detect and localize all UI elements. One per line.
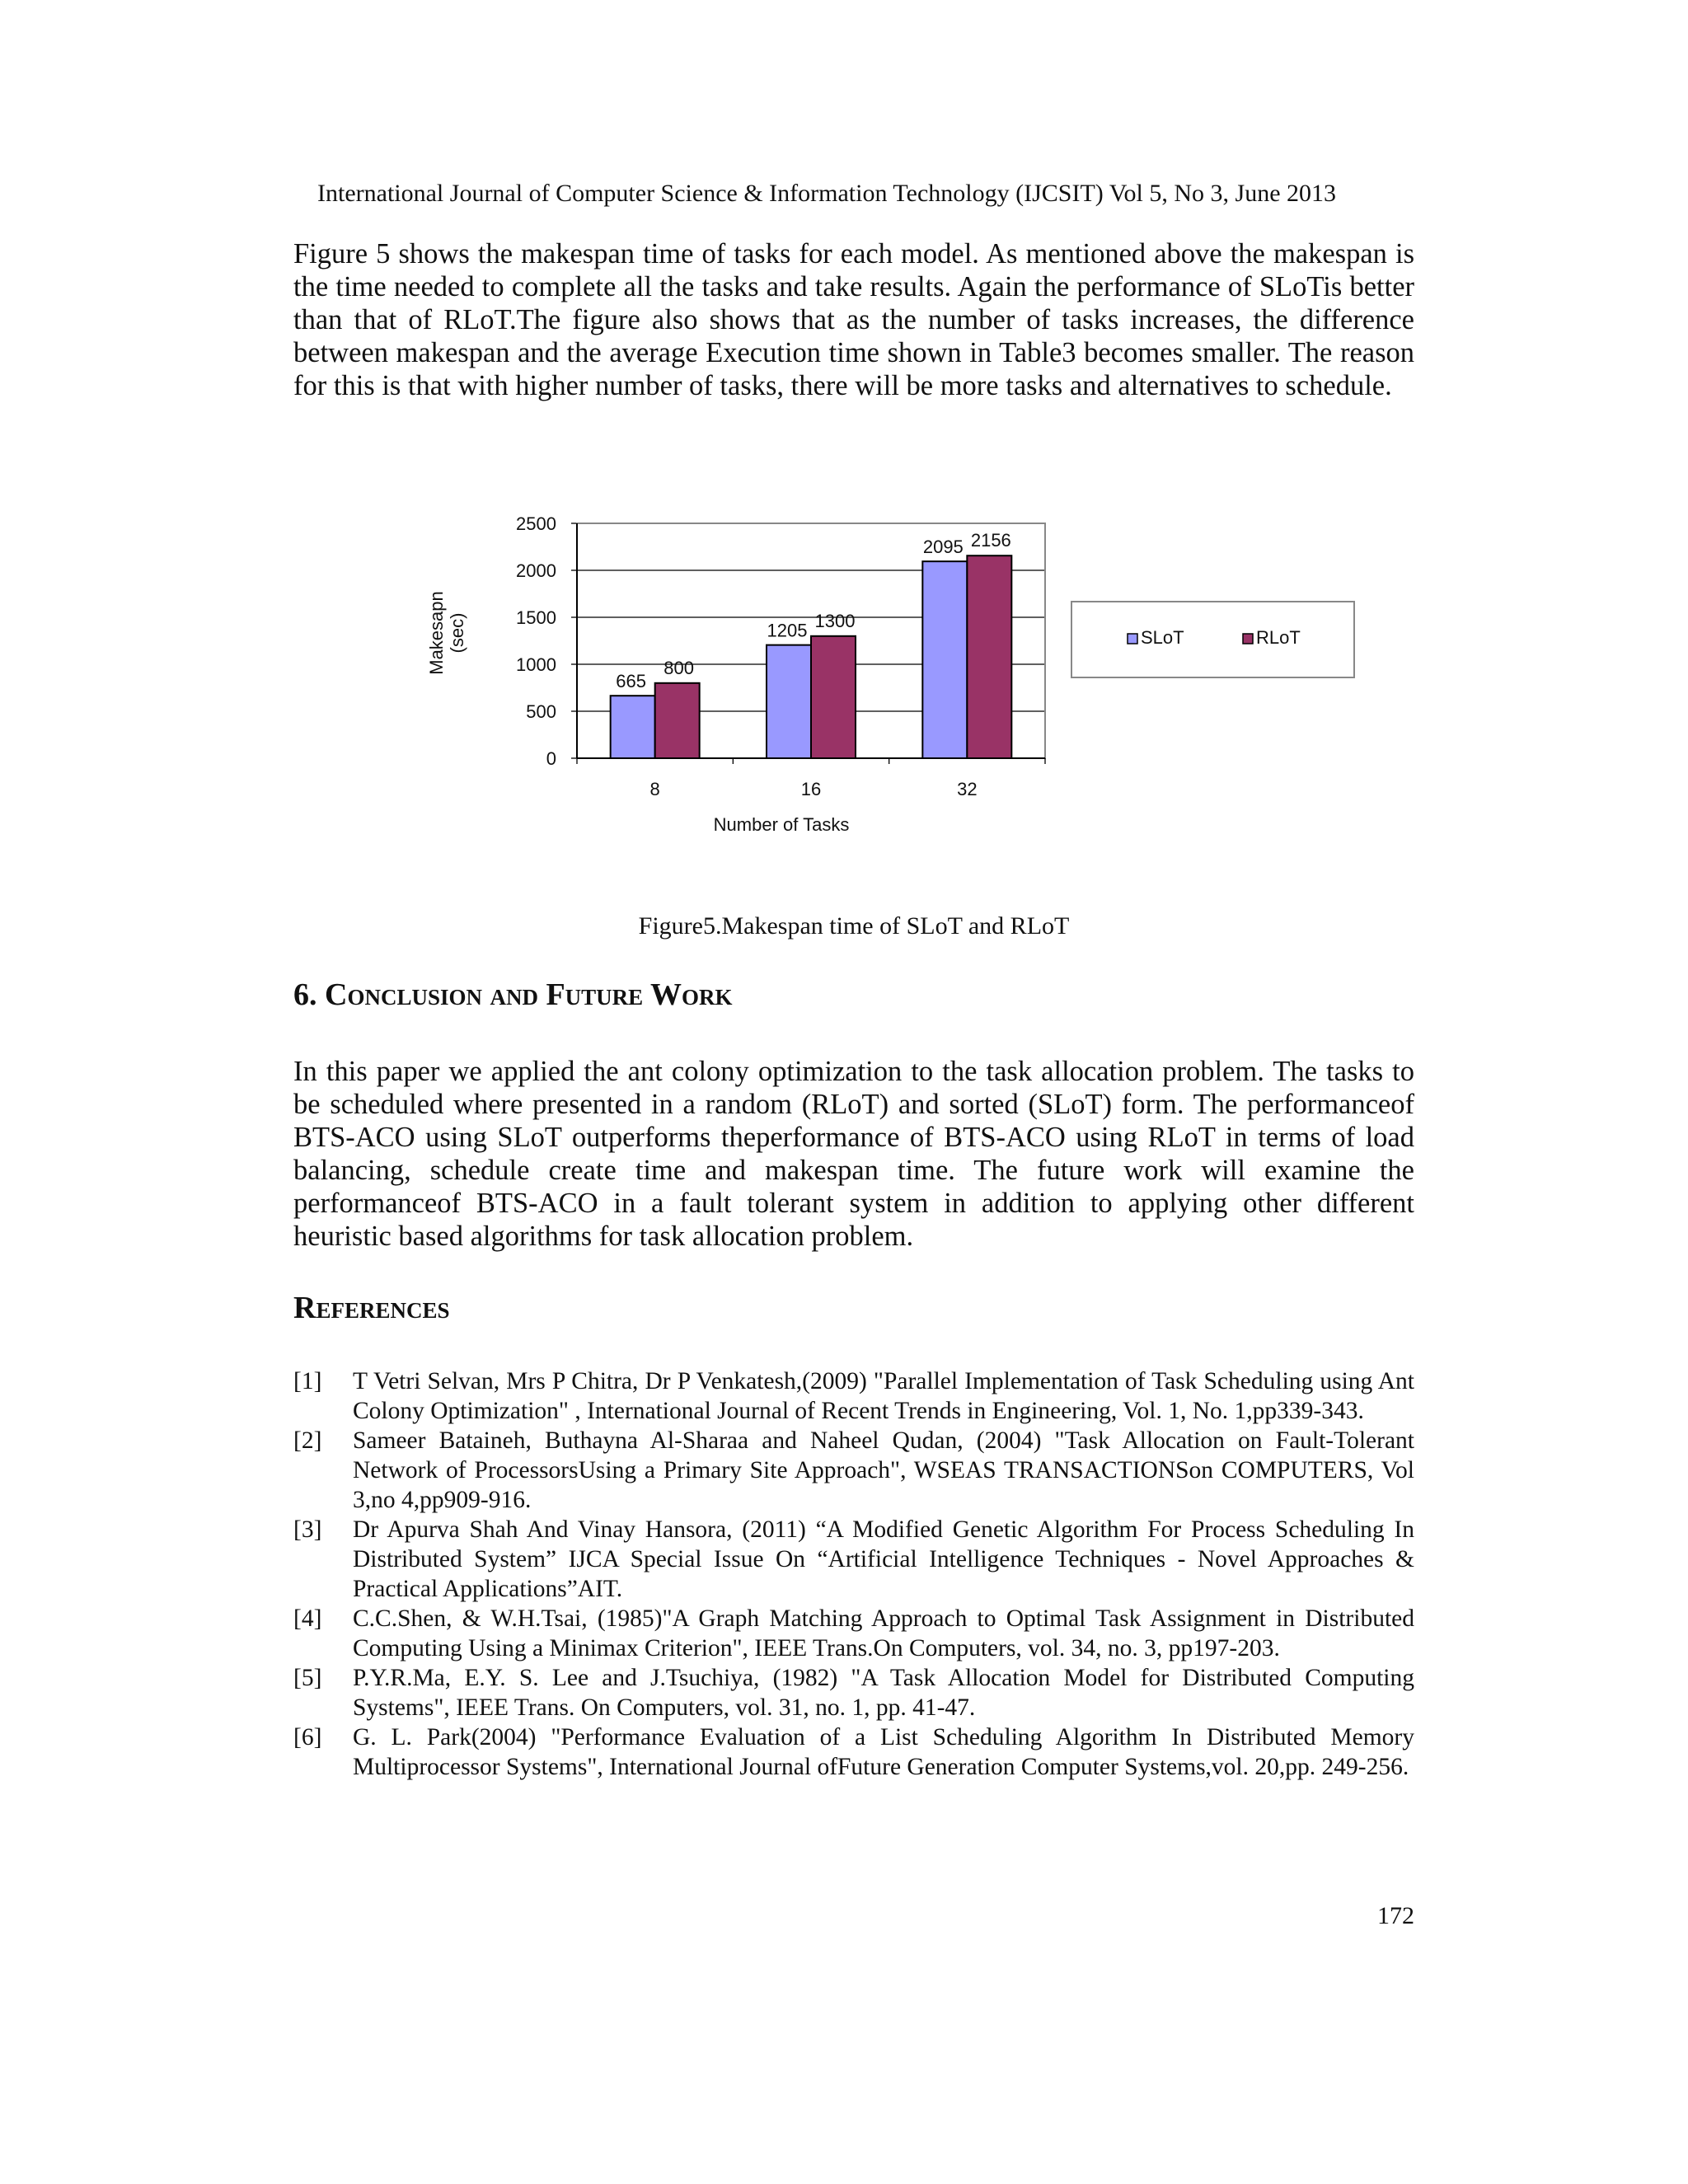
chart-bar-slot (767, 645, 811, 758)
chart-bar-slot (611, 696, 655, 758)
reference-item (293, 1663, 1414, 1722)
reference-text: Dr Apurva Shah And Vinay Hansora, (2011) “A Modified Genetic Algorithm For Process Scheduling In Distributed System” IJCA Special Issue On “Artificial Intelligence Techniques - Novel Approaches & Practical Applications”AIT. (353, 1516, 1414, 1602)
chart-y-tick-label: 2000 (516, 560, 556, 581)
conclusion-paragraph: In this paper we applied the ant colony optimization to the task allocation problem. The tasks to be scheduled where presented in a random (RLoT) and sorted (SLoT) form. The performanceof BTS-ACO using SLoT outperforms theperformance of BTS-ACO using RLoT in terms of load balancing, schedule create time and makespan time. The future work will examine the performanceof BTS-ACO in a fault tolerant system in addition to applying other different heuristic based algorithms for task allocation problem. (293, 1056, 1414, 1252)
makespan-chart (412, 494, 1401, 857)
reference-list (293, 1366, 1414, 1782)
reference-number: [6] (293, 1724, 322, 1750)
reference-text: P.Y.R.Ma, E.Y. S. Lee and J.Tsuchiya, (1982) "A Task Allocation Model for Distributed Computing Systems", IEEE Trans. On Computers, vol. 31, no. 1, pp. 41-47. (353, 1665, 1414, 1721)
legend-swatch-rlot (1243, 634, 1253, 644)
reference-item (293, 1426, 1414, 1515)
chart-x-axis-label: Number of Tasks (713, 814, 850, 835)
chart-bar-slot (922, 561, 967, 758)
legend-label-rlot: RLoT (1256, 627, 1301, 648)
reference-number: [3] (293, 1516, 322, 1543)
conclusion-heading (293, 977, 733, 1013)
chart-x-tick-label: 16 (800, 779, 822, 799)
chart-data-label: 2095 (922, 537, 964, 558)
chart-legend (1071, 602, 1354, 677)
reference-number: [1] (293, 1368, 322, 1394)
reference-item (293, 1366, 1414, 1426)
references-heading (293, 1290, 449, 1326)
chart-y-tick-label: 500 (526, 701, 556, 722)
reference-text: Sameer Bataineh, Buthayna Al-Sharaa and Naheel Qudan, (2004) "Task Allocation on Fault-Tolerant Network of ProcessorsUsing a Primary Site Approach", WSEAS TRANSACTIONSon COMPUTERS, Vol 3,no 4,pp909-916. (353, 1427, 1414, 1513)
reference-number: [5] (293, 1665, 322, 1691)
chart-bar-rlot (655, 683, 700, 758)
figure-caption: Figure5.Makespan time of SLoT and RLoT (638, 912, 1070, 940)
chart-bar-rlot (811, 636, 856, 758)
reference-item (293, 1515, 1414, 1604)
chart-y-tick-label: 1500 (516, 607, 556, 628)
chart-y-axis-label: Makesapn (426, 591, 447, 675)
chart-data-label: 800 (663, 657, 695, 678)
conclusion-section-number: 6. (293, 977, 317, 1012)
chart-y-tick-label: 1000 (516, 654, 556, 675)
reference-text: T Vetri Selvan, Mrs P Chitra, Dr P Venkatesh,(2009) "Parallel Implementation of Task Scheduling using Ant Colony Optimization" , International Journal of Recent Trends in Engineering, Vol. 1, No. 1,pp339-343. (353, 1368, 1414, 1424)
reference-item (293, 1604, 1414, 1663)
chart-data-label: 665 (616, 671, 647, 692)
chart-legend-box (1071, 602, 1354, 677)
chart-y-tick-label: 0 (546, 748, 556, 769)
reference-number: [2] (293, 1427, 322, 1454)
reference-item (293, 1722, 1414, 1782)
chart-x-tick-label: 32 (957, 779, 978, 799)
references-heading-text: References (293, 1291, 450, 1325)
intro-paragraph: Figure 5 shows the makespan time of tasks for each model. As mentioned above the makespan is the time needed to complete all the tasks and take results. Again the performance of SLoTis better than that of RLoT.The figure also shows that as the number of tasks increases, the difference between makespan and the average Execution time shown in Table3 becomes smaller. The reason for this is that with higher number of tasks, there will be more tasks and alternatives to schedule. (293, 238, 1414, 401)
reference-text: G. L. Park(2004) "Performance Evaluation of a List Scheduling Algorithm In Distributed Memory Multiprocessor Systems", International Journal ofFuture Generation Computer Systems,vol. 20,pp. 249-256. (353, 1724, 1414, 1780)
chart-y-axis-unit-label: (sec) (447, 612, 467, 654)
chart-bar-rlot (967, 555, 1011, 758)
chart-x-tick-label: 8 (649, 779, 660, 799)
chart-y-tick-label: 2500 (516, 513, 556, 534)
conclusion-heading-text: Conclusion and Future Work (325, 977, 733, 1012)
reference-text: C.C.Shen, & W.H.Tsai, (1985)"A Graph Matching Approach to Optimal Task Assignment in Distributed Computing Using a Minimax Criterion", IEEE Trans.On Computers, vol. 34, no. 3, pp197-203. (353, 1605, 1414, 1661)
legend-swatch-slot (1128, 634, 1137, 644)
chart-data-label: 2156 (970, 530, 1011, 551)
legend-label-slot: SLoT (1141, 627, 1184, 648)
page-number: 172 (1377, 1902, 1414, 1929)
reference-number: [4] (293, 1605, 322, 1632)
running-header: International Journal of Computer Science & Information Technology (IJCSIT) Vol 5, No 3, June 2013 (317, 180, 1337, 207)
chart-data-label: 1205 (767, 620, 808, 641)
chart-data-label: 1300 (814, 610, 856, 631)
